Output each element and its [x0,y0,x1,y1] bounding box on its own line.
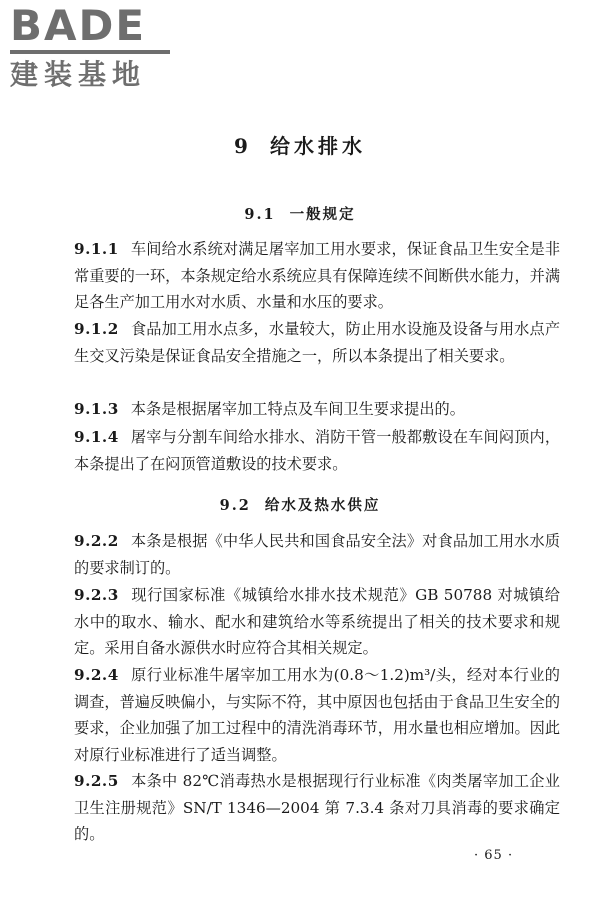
section-title: 一般规定 [289,206,356,223]
logo-subtitle: 建装基地 [10,58,147,91]
paragraph-text: 本条中 82℃消毒热水是根据现行行业标准《肉类屠宰加工企业卫生注册规范》SN/T 1346—2004 第 7.3.4 条对刀具消毒的要求确定的。 [74,772,560,843]
paragraph-number: 9.2.5 [74,772,119,790]
logo [10,1,180,92]
paragraph-number: 9.1.1 [74,240,119,258]
section-number: 9.2 [219,497,251,514]
paragraph-text: 现行国家标准《城镇给水排水技术规范》GB 50788 对城镇给水中的取水、输水、配水和建筑给水等系统提出了相关的技术要求和规定。采用自备水源供水时应符合其相关规定。 [74,586,560,657]
section-heading [0,494,600,515]
logo-divider [10,50,170,54]
page-number: · 65 · [474,848,514,863]
paragraph [74,396,560,423]
paragraph [74,662,560,768]
paragraph-text: 原行业标准牛屠宰加工用水为(0.8～1.2)m³/头，经对本行业的调查，普遍反映偏小，与实际不符，其中原因也包括由于食品卫生安全的要求，企业加强了加工过程中的清洗消毒环节，用水量也相应增加。因此对原行业标准进行了适当调整。 [74,666,560,764]
paragraph-number: 9.1.2 [74,320,119,338]
section-number: 9.1 [244,206,276,223]
paragraph [74,316,560,369]
paragraph-text: 屠宰与分割车间给水排水、消防干管一般都敷设在车间闷顶内，本条提出了在闷顶管道敷设的技术要求。 [74,428,560,473]
paragraph-number: 9.1.3 [74,400,119,418]
paragraph [74,528,560,581]
section-heading [0,203,600,224]
paragraph-number: 9.2.2 [74,532,119,550]
paragraph-number: 9.1.4 [74,428,119,446]
paragraph-text: 车间给水系统对满足屠宰加工用水要求，保证食品卫生安全是非常重要的一环，本条规定给水系统应具有保障连续不间断供水能力，并满足各生产加工用水对水质、水量和水压的要求。 [74,240,560,311]
paragraph-text: 本条是根据《中华人民共和国食品安全法》对食品加工用水水质的要求制订的。 [74,532,560,577]
chapter-title: 给水排水 [269,134,366,158]
paragraph [74,768,560,848]
logo-brand: BADE [10,1,147,50]
paragraph [74,582,560,662]
paragraph-text: 本条是根据屠宰加工特点及车间卫生要求提出的。 [130,400,465,418]
chapter-heading [0,130,600,159]
paragraph-number: 9.2.3 [74,586,119,604]
chapter-number: 9 [234,134,252,158]
section-title: 给水及热水供应 [264,497,381,514]
paragraph-number: 9.2.4 [74,666,119,684]
paragraph [74,236,560,316]
paragraph-text: 食品加工用水点多，水量较大，防止用水设施及设备与用水点产生交叉污染是保证食品安全措施之一，所以本条提出了相关要求。 [74,320,560,365]
paragraph [74,424,560,477]
